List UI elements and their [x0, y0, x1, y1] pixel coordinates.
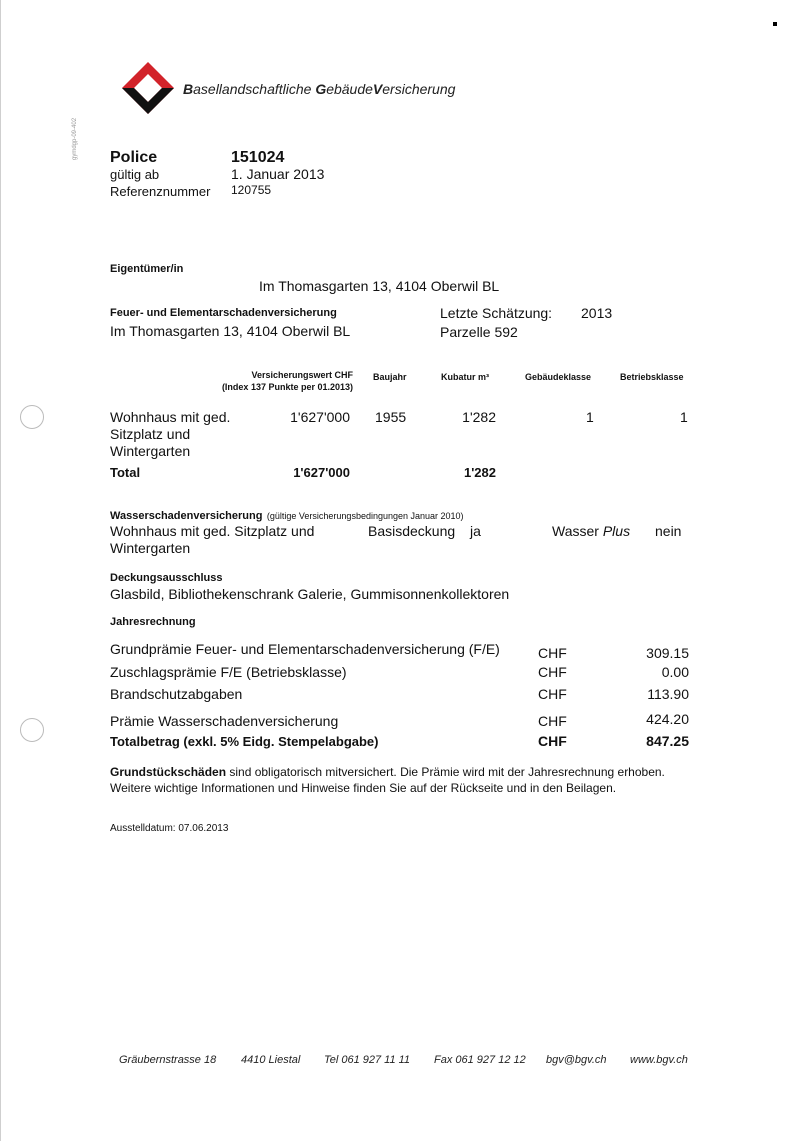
- annual-row-label: Brandschutzabgaben: [110, 686, 243, 702]
- header-op-class: Betriebsklasse: [620, 372, 684, 382]
- annual-total-amount: 847.25: [646, 733, 689, 749]
- footer-fax: Fax 061 927 12 12: [434, 1054, 526, 1066]
- annual-row-amount: 424.20: [646, 711, 689, 727]
- annual-title: Jahresrechnung: [110, 616, 196, 628]
- parcel: Parzelle 592: [440, 324, 518, 340]
- water-plus-label: Wasser Plus: [552, 523, 631, 539]
- notice-text: Grundstückschäden sind obligatorisch mitversichert. Die Prämie wird mit der Jahresrechnung erhoben. Weitere wichtige Informationen und Hinweise finden Sie auf der Rückseite und in den Beilagen.: [110, 765, 665, 795]
- footer-email[interactable]: bgv@bgv.ch: [546, 1054, 607, 1066]
- police-label: Police: [110, 149, 158, 166]
- row-value: 1'627'000: [290, 409, 350, 425]
- punch-hole-mark: [20, 718, 44, 742]
- annual-row-label: Zuschlagsprämie F/E (Betriebsklasse): [110, 664, 347, 680]
- side-code: gymdgp-09-402: [72, 117, 78, 160]
- total-label: Total: [110, 465, 141, 480]
- water-title-line: Wasserschadenversicherung (gültige Versicherungsbedingungen Januar 2010): [110, 510, 464, 522]
- exclusion-text: Glasbild, Bibliothekenschrank Galerie, Gummisonnenkollektoren: [110, 586, 510, 602]
- owner-label: Eigentümer/in: [110, 263, 184, 275]
- annual-row-label: Prämie Wasserschadenversicherung: [110, 713, 339, 729]
- footer-tel: Tel 061 927 11 11: [324, 1054, 411, 1066]
- row-description: Wohnhaus mit ged. Sitzplatz und Wintergarten: [110, 409, 231, 459]
- page-left-edge: [0, 0, 1, 1141]
- brand-name: Basellandschaftliche GebäudeVersicherung: [183, 81, 456, 97]
- annual-row-amount: 0.00: [661, 664, 689, 680]
- footer-city: 4410 Liestal: [241, 1054, 301, 1066]
- header-volume: Kubatur m³: [441, 372, 489, 382]
- header-value: Versicherungswert CHF: [251, 370, 353, 380]
- annual-row-amount: 309.15: [646, 645, 689, 661]
- annual-total-label: Totalbetrag (exkl. 5% Eidg. Stempelabgabe): [110, 734, 379, 749]
- bgv-logo-icon: [120, 60, 176, 118]
- annual-row-currency: CHF: [538, 645, 567, 661]
- valid-date: 1. Januar 2013: [231, 166, 325, 182]
- issue-date: Ausstelldatum: 07.06.2013: [110, 823, 229, 834]
- header-year: Baujahr: [373, 372, 407, 382]
- water-description: Wohnhaus mit ged. Sitzplatz und Wintergarten: [110, 523, 315, 556]
- ref-number: 120755: [231, 183, 272, 197]
- header-class: Gebäudeklasse: [525, 372, 592, 382]
- annual-row-currency: CHF: [538, 664, 567, 680]
- fire-address: Im Thomasgarten 13, 4104 Oberwil BL: [110, 323, 351, 339]
- police-number: 151024: [231, 149, 285, 166]
- exclusion-title: Deckungsausschluss: [110, 572, 223, 584]
- fire-title: Feuer- und Elementarschadenversicherung: [110, 307, 337, 319]
- basis-label: Basisdeckung: [368, 523, 456, 539]
- basis-value: ja: [470, 523, 481, 539]
- header-index: (Index 137 Punkte per 01.2013): [221, 382, 353, 392]
- estimate-label: Letzte Schätzung:: [440, 305, 553, 321]
- punch-hole-mark: [20, 405, 44, 429]
- footer-street: Gräubernstrasse 18: [119, 1054, 217, 1066]
- annual-total-currency: CHF: [538, 733, 567, 749]
- annual-row-currency: CHF: [538, 686, 567, 702]
- total-value: 1'627'000: [293, 465, 350, 480]
- valid-label: gültig ab: [110, 167, 160, 182]
- corner-mark: [773, 22, 777, 26]
- row-year: 1955: [375, 409, 407, 425]
- annual-row-amount: 113.90: [647, 686, 689, 702]
- water-plus-value: nein: [655, 523, 682, 539]
- owner-address: Im Thomasgarten 13, 4104 Oberwil BL: [259, 278, 500, 294]
- row-class: 1: [586, 409, 594, 425]
- estimate-year: 2013: [581, 305, 613, 321]
- annual-row-currency: CHF: [538, 713, 567, 729]
- row-volume: 1'282: [462, 409, 496, 425]
- total-volume: 1'282: [463, 465, 496, 480]
- row-op-class: 1: [680, 409, 688, 425]
- annual-row-label: Grundprämie Feuer- und Elementarschadenversicherung (F/E): [110, 641, 500, 657]
- ref-label: Referenznummer: [110, 184, 211, 199]
- footer-web[interactable]: www.bgv.ch: [630, 1054, 688, 1066]
